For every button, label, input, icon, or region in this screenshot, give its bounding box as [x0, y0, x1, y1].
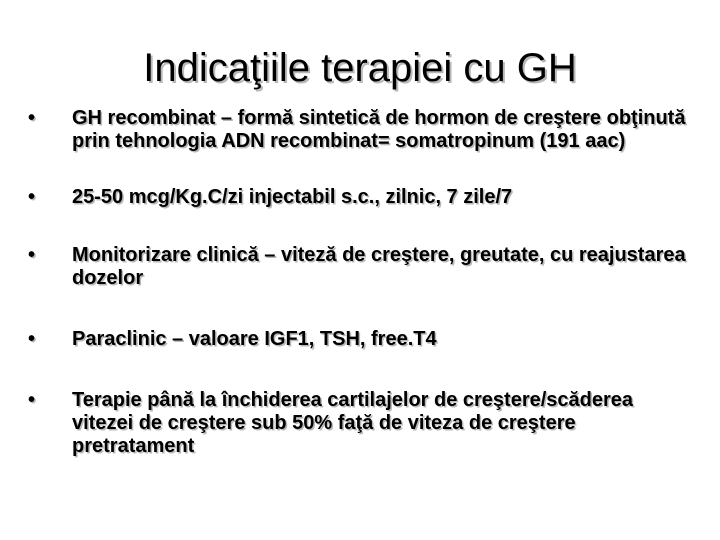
bullet-item-clinical-monitoring [28, 244, 698, 290]
bullet-icon: • [28, 186, 36, 208]
bullet-item-dosage [28, 186, 698, 209]
bullet-icon: • [28, 244, 36, 266]
bullet-text: Terapie până la închiderea cartilajelor de creştere/scăderea vitezei de creştere sub 50% faţă de viteza de creştere pretratament [72, 389, 634, 457]
bullet-list [28, 107, 698, 458]
slide-title: Indicaţiile terapiei cu GH [143, 46, 577, 90]
bullet-text: Monitorizare clinică – viteză de creştere, greutate, cu reajustarea dozelor [72, 244, 686, 289]
bullet-item-recombinant-gh [28, 107, 698, 153]
bullet-icon: • [28, 107, 36, 129]
bullet-text: Paraclinic – valoare IGF1, TSH, free.T4 [72, 328, 437, 350]
bullet-icon: • [28, 328, 36, 350]
bullet-text: GH recombinat – formă sintetică de hormon de creştere obţinută prin tehnologia ADN recombinat= somatropinum (191 aac) [72, 107, 686, 152]
bullet-item-paraclinical [28, 328, 698, 351]
bullet-text: 25-50 mcg/Kg.C/zi injectabil s.c., zilnic, 7 zile/7 [72, 186, 513, 208]
bullet-item-therapy-duration [28, 389, 698, 458]
bullet-icon: • [28, 389, 36, 411]
